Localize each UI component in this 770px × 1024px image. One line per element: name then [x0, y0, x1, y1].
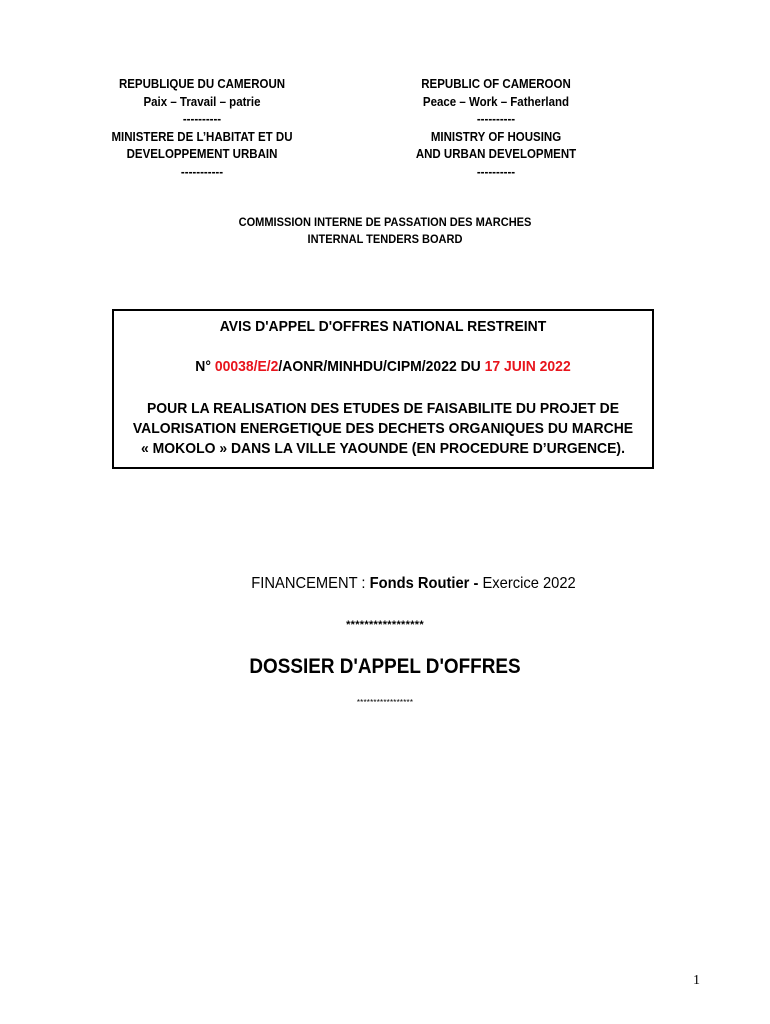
separator-fr-2: ----------- — [180, 164, 224, 179]
object-line-1: POUR LA REALISATION DES ETUDES DE FAISABILITE DU PROJET DE — [146, 400, 620, 417]
object-line-2: VALORISATION ENERGETIQUE DES DECHETS ORGANIQUES DU MARCHE — [132, 420, 634, 437]
object-line-3: « MOKOLO » DANS LA VILLE YAOUNDE (EN PROCEDURE D’URGENCE). — [141, 440, 625, 457]
financing-line — [31, 574, 739, 594]
reference-prefix: N° — [195, 358, 215, 375]
notice-object — [114, 399, 652, 459]
country-name-en: REPUBLIC OF CAMEROON — [421, 77, 571, 91]
notice-reference — [133, 357, 633, 376]
motto-fr: Paix – Travail – patrie — [143, 94, 261, 109]
page-number: 1 — [693, 973, 700, 988]
reference-date: 17 JUIN 2022 — [484, 358, 571, 375]
stars-divider-bottom: ***************** — [356, 698, 414, 707]
financing-source: Fonds Routier - — [369, 575, 483, 592]
tender-notice-box — [112, 309, 654, 469]
separator-fr: ---------- — [182, 112, 222, 127]
ministry-en-line2: AND URBAN DEVELOPMENT — [415, 147, 577, 162]
commission-fr: COMMISSION INTERNE DE PASSATION DES MARCHES — [238, 215, 532, 229]
ministry-fr-line1: MINISTERE DE L’HABITAT ET DU — [111, 129, 293, 144]
separator-en-2: ---------- — [476, 164, 516, 179]
dossier-title: DOSSIER D'APPEL D'OFFRES — [249, 655, 521, 678]
ministry-fr-line2: DEVELOPPEMENT URBAIN — [126, 147, 278, 162]
motto-en: Peace – Work – Fatherland — [422, 94, 570, 109]
country-name-fr: REPUBLIQUE DU CAMEROUN — [118, 77, 286, 91]
stars-divider-top: ***************** — [346, 619, 424, 631]
financing-label: FINANCEMENT : — [251, 575, 370, 592]
commission-en: INTERNAL TENDERS BOARD — [307, 232, 463, 246]
commission-heading — [0, 214, 770, 248]
reference-middle: /AONR/MINHDU/CIPM/2022 DU — [278, 358, 485, 375]
notice-title: AVIS D'APPEL D'OFFRES NATIONAL RESTREINT — [219, 318, 547, 335]
reference-number: 00038/E/2 — [214, 358, 279, 375]
header-left-french — [82, 76, 321, 182]
header-right-english — [376, 76, 615, 182]
financing-exercise: Exercice 2022 — [482, 575, 576, 592]
ministry-en-line1: MINISTRY OF HOUSING — [430, 129, 562, 144]
separator-en: ---------- — [476, 112, 516, 127]
